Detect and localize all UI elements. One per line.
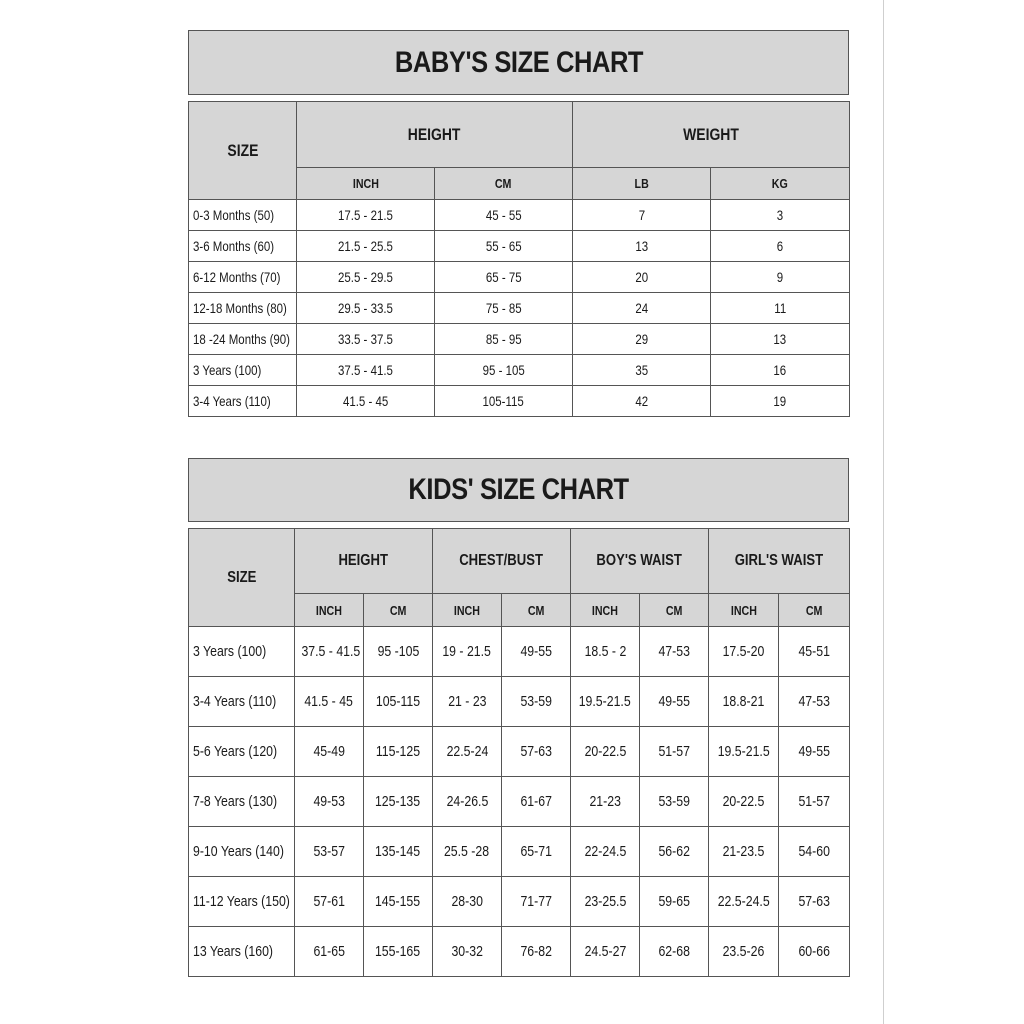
kids-unit-cm: CM (640, 594, 709, 627)
baby-value-cell: 41.5 - 45 (297, 386, 435, 417)
kids-value-cell: 19 - 21.5 (433, 627, 502, 677)
kids-value-cell: 57-61 (295, 877, 364, 927)
kids-value-cell: 22.5-24 (433, 727, 502, 777)
kids-size-label-cell: 3-4 Years (110) (189, 677, 295, 727)
baby-table-row (189, 355, 850, 386)
kids-value-cell: 41.5 - 45 (295, 677, 364, 727)
baby-value-cell: 29 (573, 324, 711, 355)
baby-value-cell: 11 (711, 293, 850, 324)
kids-value-cell: 56-62 (640, 827, 709, 877)
baby-value-cell: 21.5 - 25.5 (297, 231, 435, 262)
kids-value-cell: 24-26.5 (433, 777, 502, 827)
kids-value-cell: 37.5 - 41.5 (295, 627, 364, 677)
kids-size-label-cell: 11-12 Years (150) (189, 877, 295, 927)
baby-value-cell: 17.5 - 21.5 (297, 200, 435, 231)
baby-table-row (189, 200, 850, 231)
kids-value-cell: 61-65 (295, 927, 364, 977)
kids-value-cell: 53-57 (295, 827, 364, 877)
kids-size-label-cell: 13 Years (160) (189, 927, 295, 977)
kids-value-cell: 21 - 23 (433, 677, 502, 727)
kids-value-cell: 30-32 (433, 927, 502, 977)
kids-value-cell: 57-63 (502, 727, 571, 777)
baby-size-label-cell: 3 Years (100) (189, 355, 297, 386)
kids-value-cell: 49-55 (502, 627, 571, 677)
baby-size-label-cell: 12-18 Months (80) (189, 293, 297, 324)
kids-value-cell: 18.8-21 (709, 677, 779, 727)
kids-value-cell: 95 -105 (364, 627, 433, 677)
baby-size-label-cell: 6-12 Months (70) (189, 262, 297, 293)
baby-unit-kg: KG (711, 168, 850, 200)
kids-value-cell: 21-23.5 (709, 827, 779, 877)
kids-table-row (189, 677, 850, 727)
kids-unit-cm: CM (779, 594, 850, 627)
kids-value-cell: 145-155 (364, 877, 433, 927)
kids-table-row (189, 627, 850, 677)
baby-value-cell: 13 (573, 231, 711, 262)
kids-value-cell: 17.5-20 (709, 627, 779, 677)
kids-value-cell: 23-25.5 (571, 877, 640, 927)
kids-size-label-cell: 7-8 Years (130) (189, 777, 295, 827)
baby-value-cell: 25.5 - 29.5 (297, 262, 435, 293)
baby-value-cell: 33.5 - 37.5 (297, 324, 435, 355)
kids-value-cell: 61-67 (502, 777, 571, 827)
kids-value-cell: 45-51 (779, 627, 850, 677)
kids-size-label-cell: 9-10 Years (140) (189, 827, 295, 877)
baby-value-cell: 35 (573, 355, 711, 386)
kids-unit-inch: INCH (433, 594, 502, 627)
kids-value-cell: 105-115 (364, 677, 433, 727)
baby-unit-lb: LB (573, 168, 711, 200)
kids-value-cell: 18.5 - 2 (571, 627, 640, 677)
kids-value-cell: 49-53 (295, 777, 364, 827)
kids-table-row (189, 727, 850, 777)
kids-value-cell: 47-53 (779, 677, 850, 727)
page-edge-divider (883, 0, 884, 1024)
baby-value-cell: 42 (573, 386, 711, 417)
baby-value-cell: 85 - 95 (435, 324, 573, 355)
baby-value-cell: 16 (711, 355, 850, 386)
baby-chart-title-bar (188, 30, 849, 95)
baby-size-chart (188, 30, 849, 417)
kids-table-row (189, 777, 850, 827)
baby-value-cell: 19 (711, 386, 850, 417)
kids-chart-title: KIDS' SIZE CHART (408, 473, 629, 506)
kids-value-cell: 115-125 (364, 727, 433, 777)
kids-size-label-cell: 3 Years (100) (189, 627, 295, 677)
baby-table-row (189, 324, 850, 355)
kids-value-cell: 71-77 (502, 877, 571, 927)
kids-chest-bust-header: CHEST/BUST (433, 529, 571, 594)
kids-size-table (188, 528, 850, 977)
baby-value-cell: 3 (711, 200, 850, 231)
kids-table-row (189, 927, 850, 977)
baby-value-cell: 7 (573, 200, 711, 231)
kids-value-cell: 28-30 (433, 877, 502, 927)
kids-value-cell: 51-57 (640, 727, 709, 777)
baby-value-cell: 45 - 55 (435, 200, 573, 231)
kids-value-cell: 135-145 (364, 827, 433, 877)
kids-value-cell: 22-24.5 (571, 827, 640, 877)
baby-size-label-cell: 3-6 Months (60) (189, 231, 297, 262)
kids-value-cell: 125-135 (364, 777, 433, 827)
kids-girls-waist-header: GIRL'S WAIST (709, 529, 850, 594)
baby-value-cell: 20 (573, 262, 711, 293)
kids-value-cell: 45-49 (295, 727, 364, 777)
baby-unit-cm: CM (435, 168, 573, 200)
kids-value-cell: 21-23 (571, 777, 640, 827)
baby-value-cell: 105-115 (435, 386, 573, 417)
baby-value-cell: 13 (711, 324, 850, 355)
baby-value-cell: 95 - 105 (435, 355, 573, 386)
baby-value-cell: 65 - 75 (435, 262, 573, 293)
kids-value-cell: 65-71 (502, 827, 571, 877)
baby-table-row (189, 293, 850, 324)
baby-size-label-cell: 0-3 Months (50) (189, 200, 297, 231)
kids-unit-inch: INCH (571, 594, 640, 627)
kids-value-cell: 54-60 (779, 827, 850, 877)
kids-value-cell: 51-57 (779, 777, 850, 827)
baby-table-row (189, 386, 850, 417)
kids-value-cell: 19.5-21.5 (709, 727, 779, 777)
baby-size-table (188, 101, 850, 417)
baby-weight-header: WEIGHT (573, 102, 850, 168)
kids-value-cell: 49-55 (779, 727, 850, 777)
kids-value-cell: 24.5-27 (571, 927, 640, 977)
baby-size-label-cell: 18 -24 Months (90) (189, 324, 297, 355)
kids-value-cell: 47-53 (640, 627, 709, 677)
kids-unit-inch: INCH (295, 594, 364, 627)
kids-table-row (189, 827, 850, 877)
kids-value-cell: 57-63 (779, 877, 850, 927)
baby-table-row (189, 262, 850, 293)
baby-value-cell: 9 (711, 262, 850, 293)
kids-value-cell: 76-82 (502, 927, 571, 977)
baby-value-cell: 24 (573, 293, 711, 324)
kids-size-label-cell: 5-6 Years (120) (189, 727, 295, 777)
baby-value-cell: 75 - 85 (435, 293, 573, 324)
kids-size-header: SIZE (189, 529, 295, 627)
kids-value-cell: 49-55 (640, 677, 709, 727)
baby-chart-title: BABY'S SIZE CHART (394, 45, 643, 79)
kids-boys-waist-header: BOY'S WAIST (571, 529, 709, 594)
kids-value-cell: 59-65 (640, 877, 709, 927)
kids-chart-title-bar (188, 458, 849, 522)
kids-unit-inch: INCH (709, 594, 779, 627)
kids-unit-cm: CM (502, 594, 571, 627)
kids-value-cell: 53-59 (640, 777, 709, 827)
kids-value-cell: 25.5 -28 (433, 827, 502, 877)
baby-height-header: HEIGHT (297, 102, 573, 168)
kids-unit-cm: CM (364, 594, 433, 627)
baby-value-cell: 55 - 65 (435, 231, 573, 262)
baby-unit-inch: INCH (297, 168, 435, 200)
kids-height-header: HEIGHT (295, 529, 433, 594)
kids-value-cell: 22.5-24.5 (709, 877, 779, 927)
kids-value-cell: 62-68 (640, 927, 709, 977)
baby-size-label-cell: 3-4 Years (110) (189, 386, 297, 417)
kids-value-cell: 60-66 (779, 927, 850, 977)
baby-size-header: SIZE (189, 102, 297, 200)
baby-value-cell: 29.5 - 33.5 (297, 293, 435, 324)
kids-size-chart (188, 458, 849, 977)
kids-table-row (189, 877, 850, 927)
baby-value-cell: 37.5 - 41.5 (297, 355, 435, 386)
kids-value-cell: 23.5-26 (709, 927, 779, 977)
baby-value-cell: 6 (711, 231, 850, 262)
kids-value-cell: 53-59 (502, 677, 571, 727)
kids-value-cell: 19.5-21.5 (571, 677, 640, 727)
kids-value-cell: 20-22.5 (571, 727, 640, 777)
kids-value-cell: 155-165 (364, 927, 433, 977)
kids-value-cell: 20-22.5 (709, 777, 779, 827)
baby-table-row (189, 231, 850, 262)
